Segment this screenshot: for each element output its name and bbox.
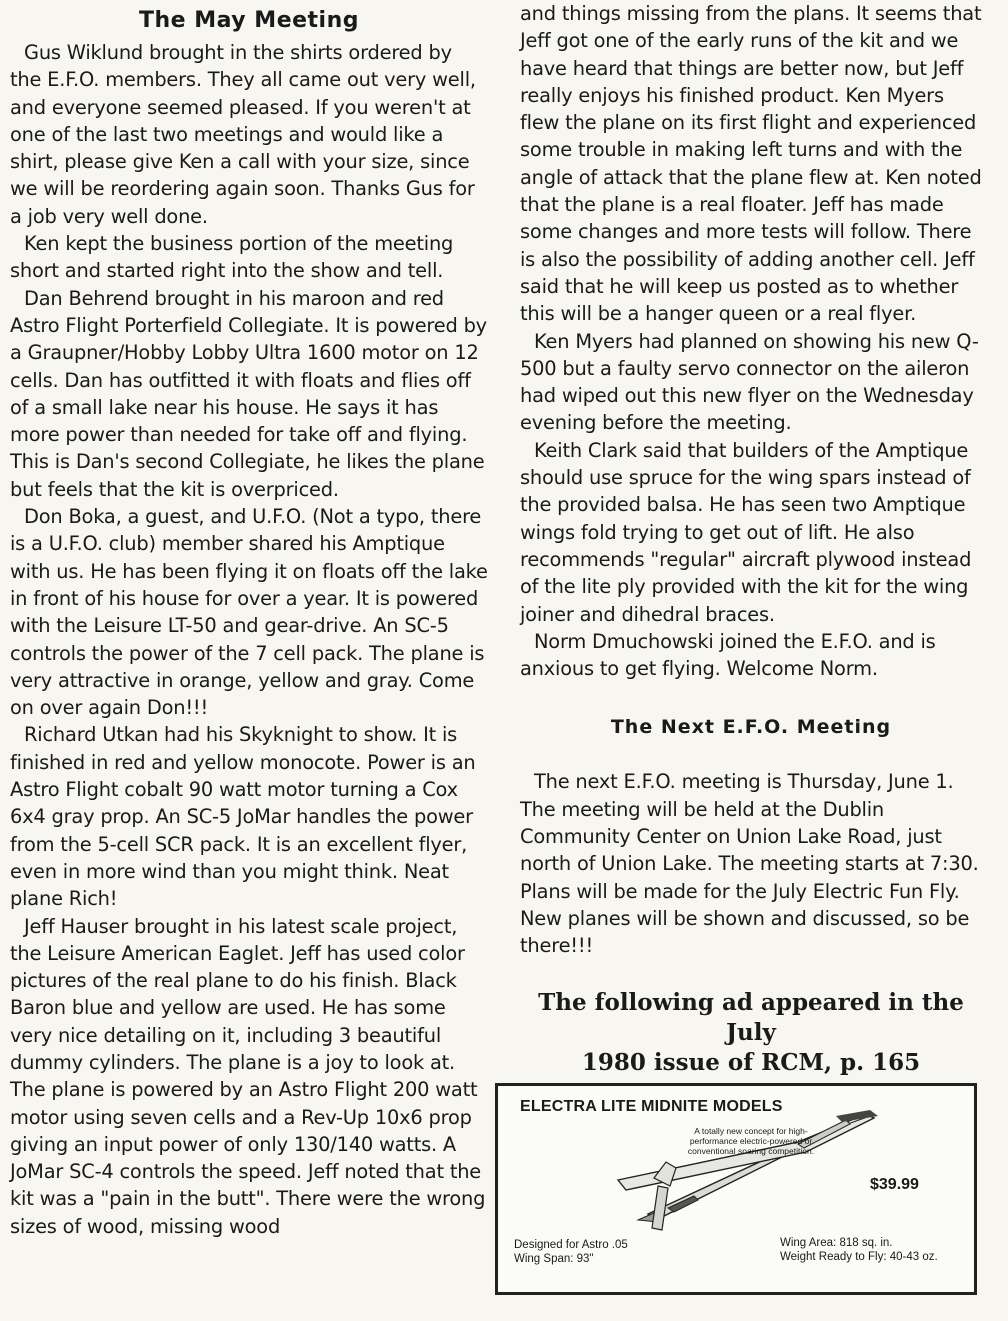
ad-specs-right [780, 1236, 938, 1264]
ad-wing-area: Wing Area: 818 sq. in. [780, 1237, 893, 1249]
ad-specs-left [514, 1238, 628, 1266]
paragraph: Keith Clark said that builders of the Amptique should use spruce for the wing spars instead of the provided balsa. He has seen two Amptique wings fold trying to get out of lift. He also recommends "regular" aircraft plywood instead of the lite ply provided with the kit for the wing joiner and dihedral braces. [520, 438, 972, 626]
continued-paragraph: and things missing from the plans. It seems that Jeff got one of the early runs of the kit and we have heard that things are better now, but Jeff really enjoys his finished product. Ken Myers flew the plane on its first flight and experienced some trouble in making left turns and with the angle of attack that the plane flew at. Ken noted that the plane is a real floater. Jeff has made some changes and more tests will follow. There is also the possibility of adding another cell. Jeff said that he will keep us posted as to whether this will be a hanger queen or a real flyer. [520, 2, 982, 326]
paragraph: Norm Dmuchowski joined the E.F.O. and is anxious to get flying. Welcome Norm. [520, 629, 936, 681]
next-meeting-paragraph: The next E.F.O. meeting is Thursday, June 1. The meeting will be held at the Dublin Community Center on Union Lake Road, just north of Union Lake. The meeting starts at 7:30. Plans will be made for the July Electric Fun Fly. New planes will be shown and discussed, so be there!!! [520, 770, 979, 958]
ad-caption [520, 988, 982, 1078]
ad-wing-span: Wing Span: 93" [514, 1253, 594, 1265]
ad-caption-line: 1980 issue of RCM, p. 165 [581, 1048, 921, 1076]
left-column [10, 0, 488, 1240]
ad-designed-for: Designed for Astro .05 [514, 1239, 628, 1251]
advertisement [495, 1083, 977, 1295]
right-column [520, 0, 982, 1078]
ad-description: A totally new concept for high-performance electric-powered or conventional soaring competition. [687, 1126, 815, 1156]
paragraph: Don Boka, a guest, and U.F.O. (Not a typo, there is a U.F.O. club) member shared his Amptique with us. He has been flying it on floats off the lake in front of his house for over a year. It is powered with the Leisure LT-50 and gear-drive. An SC-5 controls the power of the 7 cell pack. The plane is very attractive in orange, yellow and gray. Come on over again Don!!! [10, 505, 488, 720]
ad-caption-line: The following ad appeared in the July [538, 988, 964, 1046]
next-meeting-heading: The Next E.F.O. Meeting [610, 716, 892, 739]
ad-title: ELECTRA LITE MIDNITE MODELS [520, 1098, 783, 1115]
may-meeting-heading: The May Meeting [138, 8, 359, 33]
paragraph: Gus Wiklund brought in the shirts ordered by the E.F.O. members. They all came out very well, and everyone seemed pleased. If you weren't at one of the last two meetings and would like a shirt, please give Ken a call with your size, since we will be reordering again soon. Thanks Gus for a job very well done. [10, 41, 476, 228]
paragraph: Dan Behrend brought in his maroon and red Astro Flight Porterfield Collegiate. It is powered by a Graupner/Hobby Lobby Ultra 1600 motor on 12 cells. Dan has outfitted it with floats and flies off of a small lake near his house. He says it has more power than needed for take off and flying. This is Dan's second Collegiate, he likes the plane but feels that the kit is overpriced. [10, 286, 487, 501]
paragraph: Ken kept the business portion of the meeting short and started right into the show and tell. [10, 232, 454, 283]
ad-weight: Weight Ready to Fly: 40-43 oz. [780, 1251, 938, 1263]
paragraph: Ken Myers had planned on showing his new Q-500 but a faulty servo connector on the aileron had wiped out this new flyer on the Wednesday evening before the meeting. [520, 329, 979, 435]
ad-price: $39.99 [870, 1176, 919, 1193]
paragraph: Richard Utkan had his Skyknight to show. It is finished in red and yellow monocote. Power is an Astro Flight cobalt 90 watt motor turning a Cox 6x4 gray prop. An SC-5 JoMar handles the power from the 5-cell SCR pack. It is an excellent flyer, even in more wind than you might think. Neat plane Rich! [10, 723, 476, 911]
paragraph: Jeff Hauser brought in his latest scale project, the Leisure American Eaglet. Jeff has used color pictures of the real plane to do his finish. Black Baron blue and yellow are used. He has some very nice detailing on it, including 3 beautiful dummy cylinders. The plane is a joy to look at. The plane is powered by an Astro Flight 200 watt motor using seven cells and a Rev-Up 10x6 prop giving an input power of only 130/140 watts. A JoMar SC-4 controls the speed. Jeff noted that the kit was a "pain in the butt". There were the wrong sizes of wood, missing wood [10, 914, 486, 1238]
